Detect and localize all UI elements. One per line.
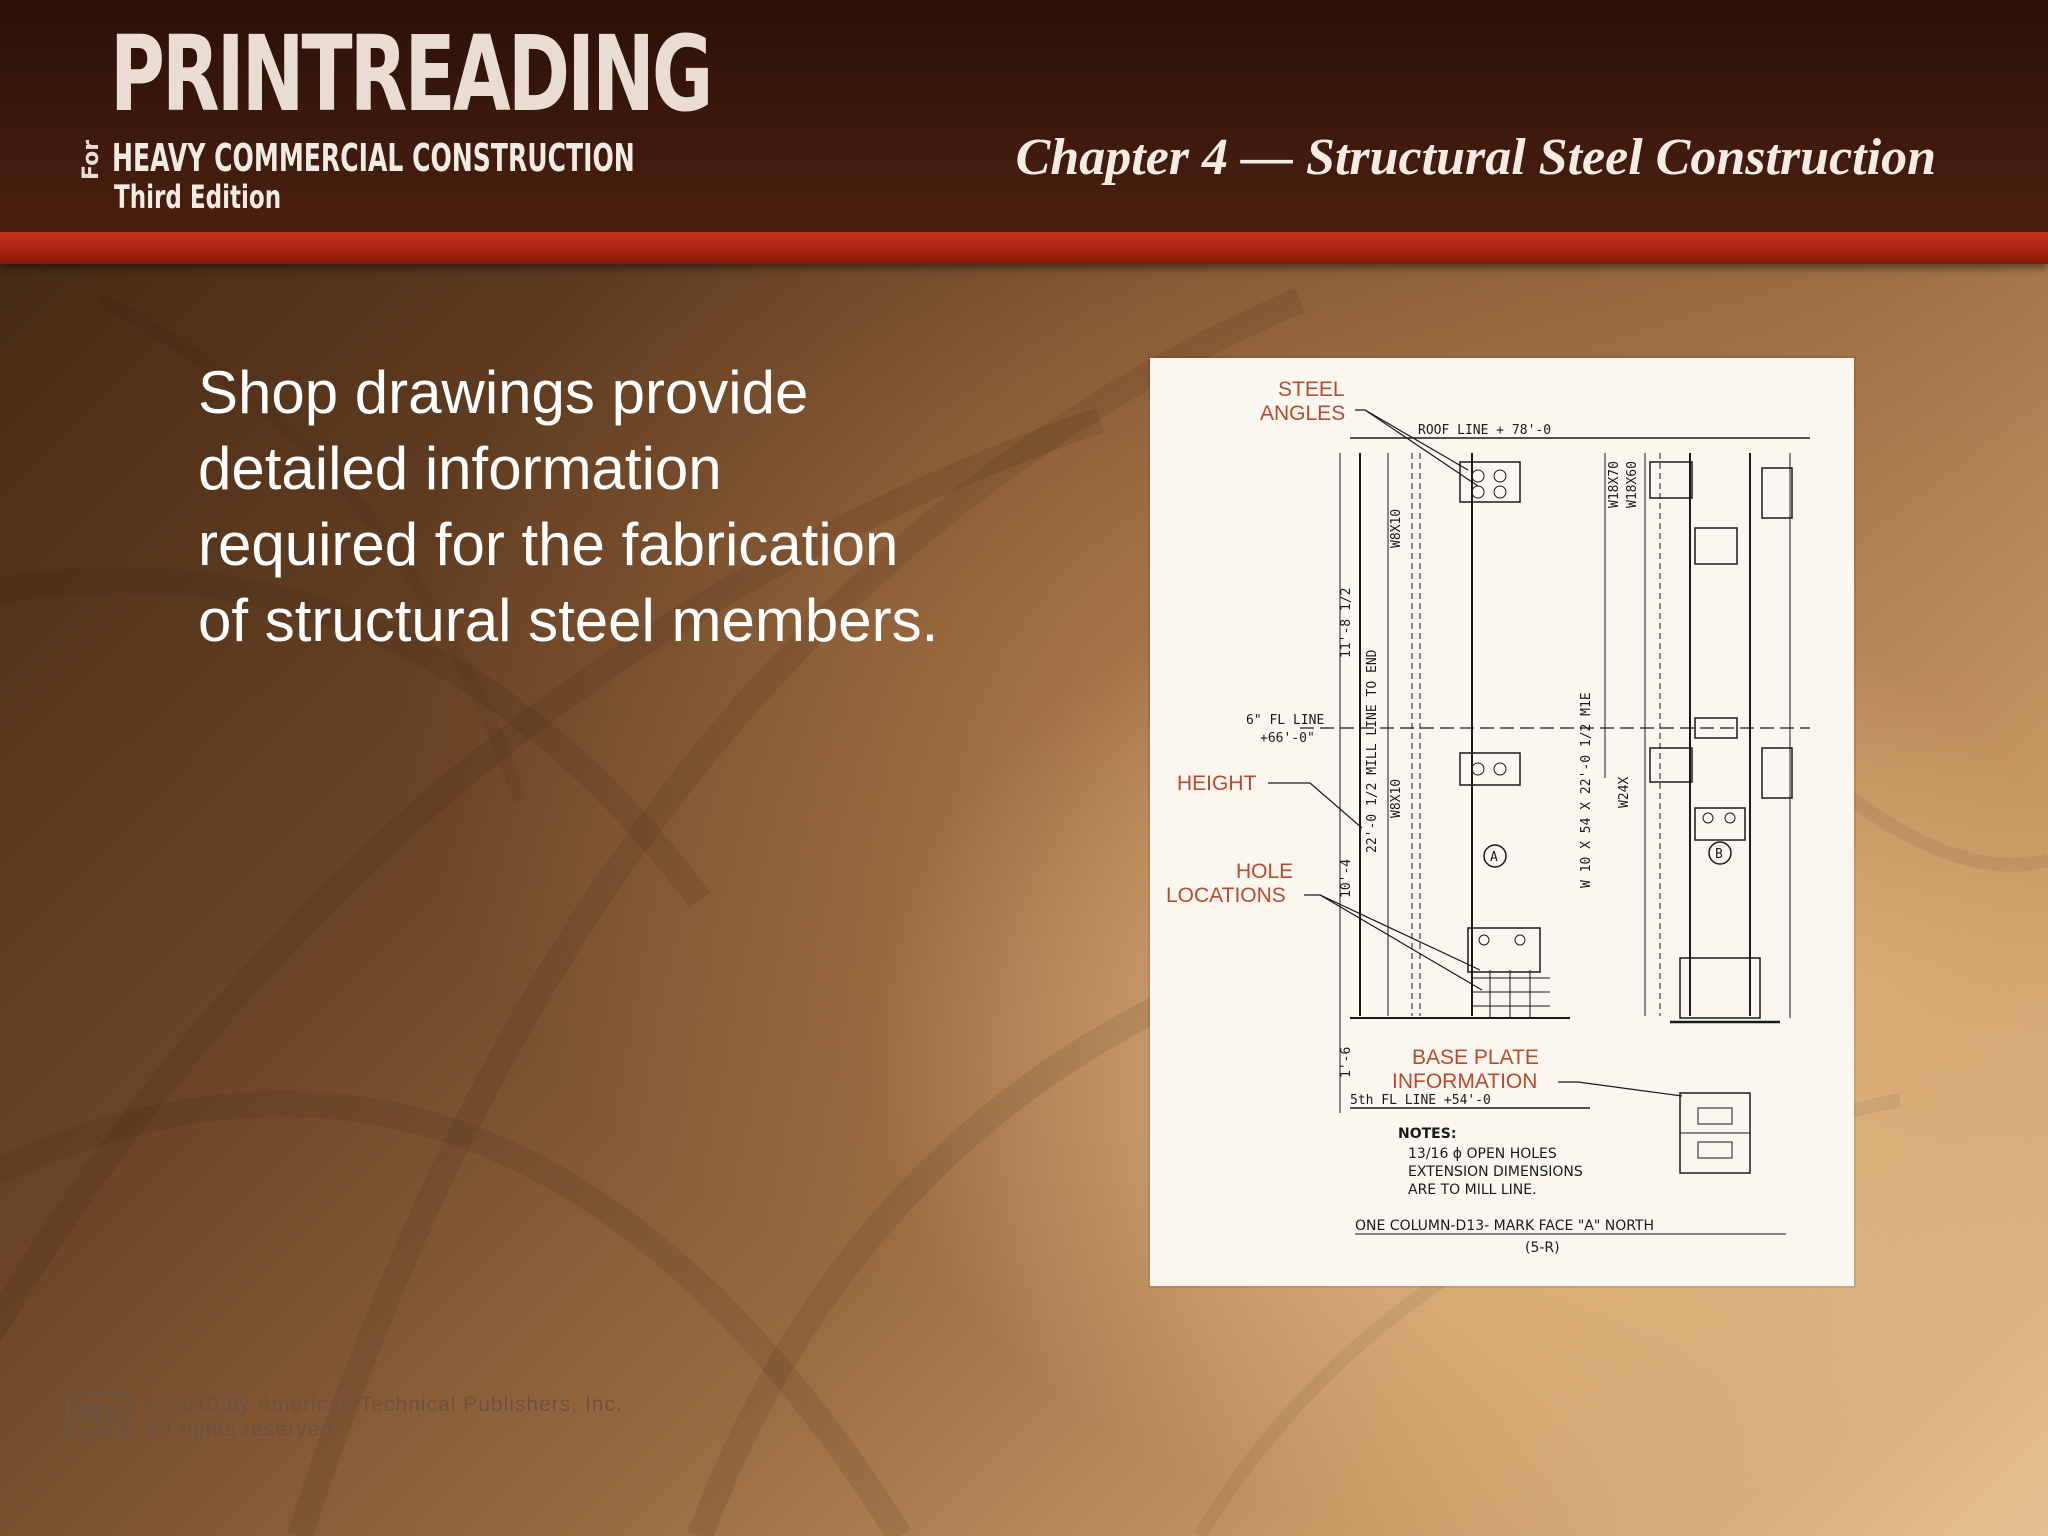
w18x60-label: W18X60: [1625, 461, 1640, 508]
mark-a: A: [1490, 850, 1498, 865]
dimension-10: 10'-4: [1339, 858, 1354, 898]
body-text: Shop drawings provide detailed information required for the fabrication of structural steel members.: [198, 359, 939, 654]
roof-line-label: ROOF LINE + 78'-0: [1418, 423, 1552, 438]
shop-drawing: [1150, 358, 1854, 1286]
notes-title: NOTES:: [1398, 1126, 1457, 1142]
note-2: EXTENSION DIMENSIONS: [1408, 1164, 1583, 1180]
w24x-label: W24X: [1617, 776, 1632, 808]
header-accent-bar: [0, 232, 2048, 264]
callout-height: HEIGHT: [1177, 772, 1257, 795]
drawing-caption: ONE COLUMN-D13- MARK FACE "A" NORTH: [1355, 1218, 1655, 1234]
copyright: [146, 1392, 623, 1442]
callout-steel: STEEL: [1278, 378, 1345, 401]
callout-hole: HOLE: [1236, 860, 1294, 883]
callout-locations: LOCATIONS: [1166, 884, 1286, 907]
fl-line-elevation: +66'-0": [1260, 731, 1315, 746]
copyright-line: © 2010 by American Technical Publishers, Inc.: [146, 1393, 623, 1416]
mark-b: B: [1715, 847, 1723, 862]
drawing-caption-sub: (5-R): [1525, 1240, 1560, 1256]
callout-information: INFORMATION: [1392, 1070, 1538, 1093]
rights-line: All rights reserved: [146, 1418, 334, 1441]
shop-drawing-figure: [1150, 358, 1854, 1286]
note-3: ARE TO MILL LINE.: [1408, 1182, 1537, 1198]
atp-logo: atp: [66, 1391, 130, 1435]
chapter-title: Chapter 4 — Structural Steel Construction: [1015, 129, 1936, 186]
dimension-11: 11'-8 1/2: [1339, 587, 1354, 658]
callout-angles: ANGLES: [1260, 402, 1346, 425]
fifth-fl-line-label: 5th FL LINE +54'-0: [1350, 1093, 1491, 1108]
fl-line-label: 6" FL LINE: [1246, 713, 1325, 728]
mill-line-dimension: 22'-0 1/2 MILL LINE TO END: [1365, 649, 1380, 853]
member-size-label: W 10 X 54 X 22'-0 1/2 M1E: [1579, 692, 1594, 888]
note-1: 13/16 ϕ OPEN HOLES: [1408, 1146, 1557, 1162]
w8x10-top-label: W8X10: [1389, 508, 1404, 548]
w8x10-mid-label: W8X10: [1389, 778, 1404, 818]
logo-subtitle: HEAVY COMMERCIAL CONSTRUCTION: [112, 136, 635, 180]
callout-base-plate: BASE PLATE: [1412, 1046, 1539, 1069]
w18x70-label: W18X70: [1607, 461, 1622, 508]
logo-edition: Third Edition: [114, 178, 282, 216]
logo-title: PRINTREADING: [110, 13, 711, 135]
logo-for: For: [79, 139, 104, 180]
dimension-1: 1'-6: [1339, 1046, 1354, 1078]
